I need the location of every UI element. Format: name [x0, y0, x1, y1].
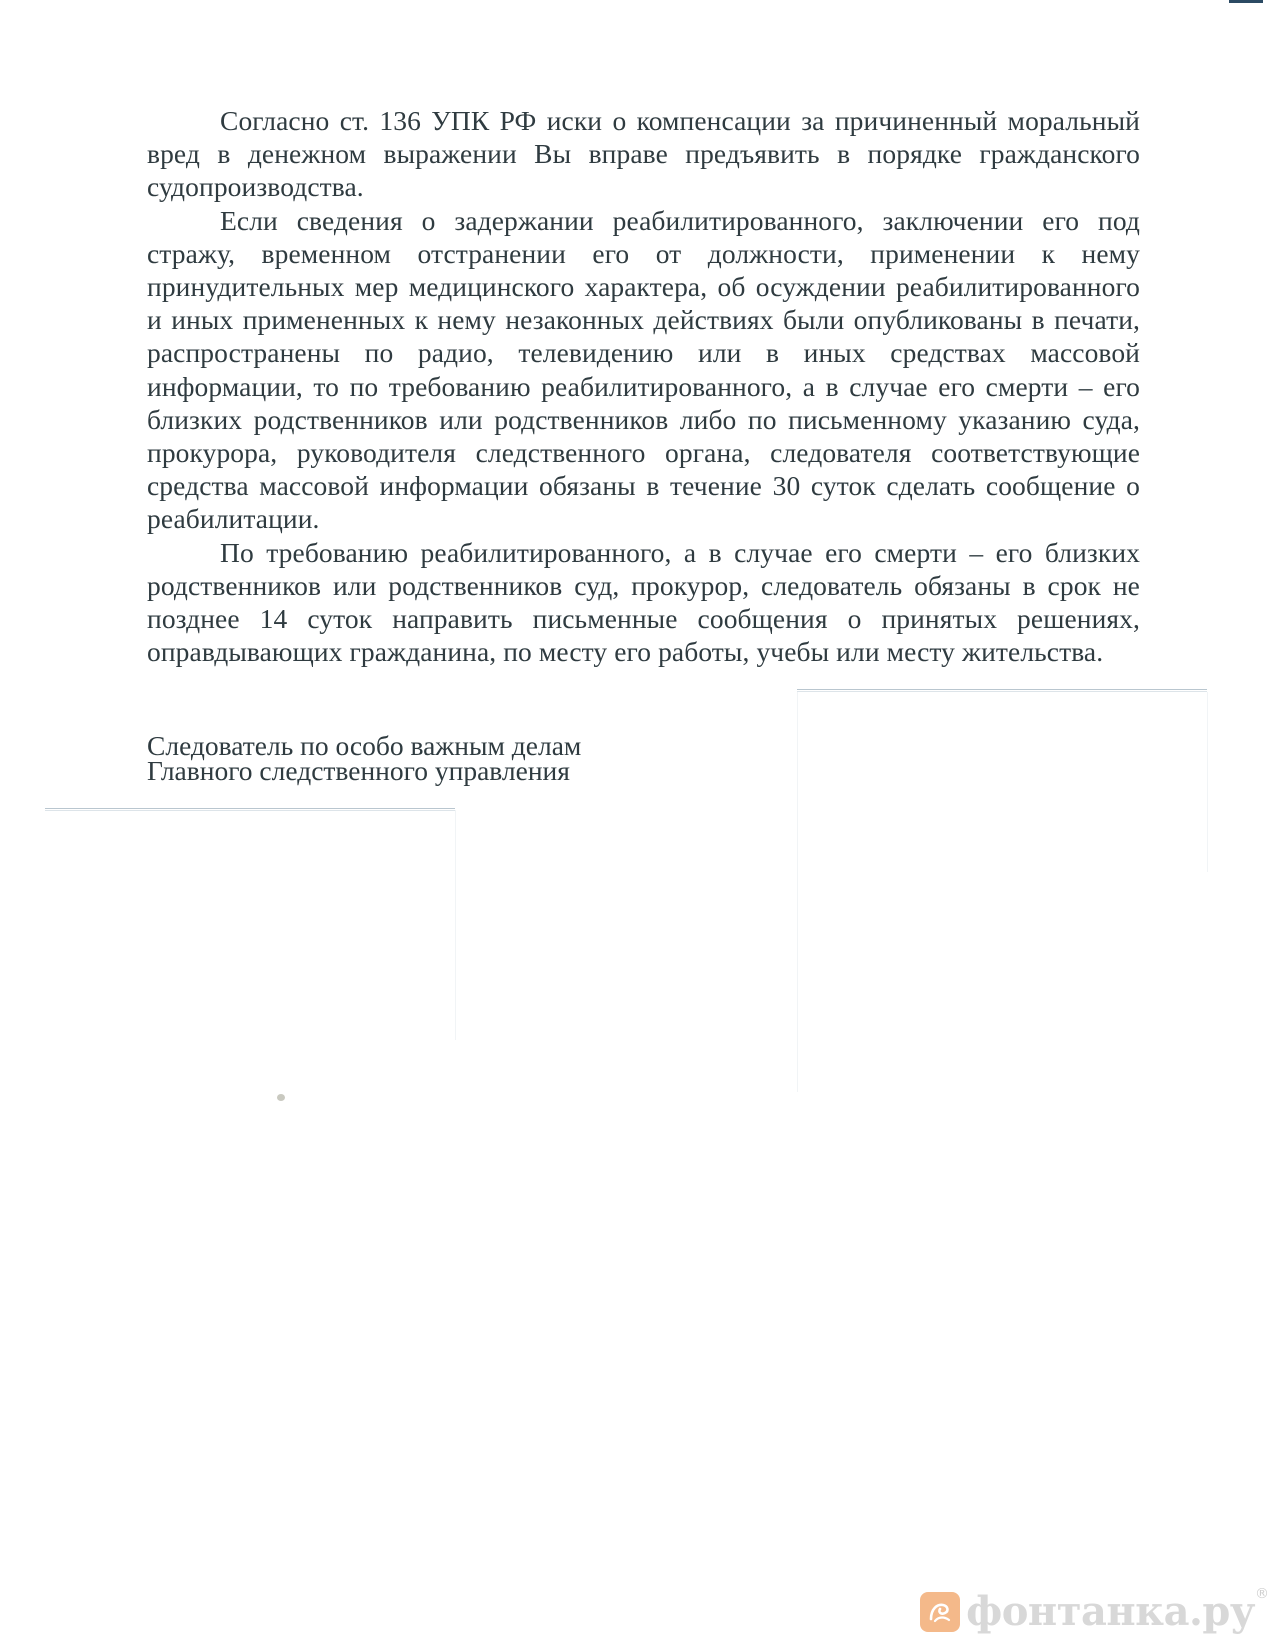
redaction-edge-vertical	[455, 810, 456, 1040]
signature-block	[147, 730, 582, 786]
registered-mark: ®	[1255, 1586, 1269, 1602]
scan-speck	[277, 1094, 285, 1101]
redaction-edge-right	[797, 689, 1207, 690]
redaction-edge-vertical	[797, 692, 798, 1092]
paragraph-media-publication: Если сведения о задержании реабилитированного, заключении его под стражу, временном отстранении его от должности, применении к нему принудительных мер медицинского характера, об осуждении реабилитированного и иных примененных к нему незаконных действиях были опубликованы в печати, распространены по радио, телевидению или в иных средствах массовой информации, то по требованию реабилитированного, а в случае его смерти – его близких родственников или родственников либо по письменному указанию суда, прокурора, руководителя следственного органа, следователя соответствующие средства массовой информации обязаны в течение 30 суток сделать сообщение о реабилитации.	[147, 204, 1140, 535]
document-body	[147, 104, 1140, 668]
paragraph-written-notifications: По требованию реабилитированного, а в случае его смерти – его близких родственников или родственников суд, прокурор, следователь обязаны в срок не позднее 14 суток направить письменные сообщения о принятых решениях, оправдывающих гражданина, по месту его работы, учебы или месту жительства.	[147, 536, 1140, 668]
signature-position-line: Следователь по особо важным делам	[147, 730, 582, 761]
redaction-edge-vertical	[1207, 692, 1208, 872]
redaction-edge-left	[45, 808, 455, 809]
watermark-text: фонтанка.ру	[966, 1588, 1255, 1635]
scan-corner-mark	[1229, 0, 1263, 3]
paragraph-compensation-claims: Согласно ст. 136 УПК РФ иски о компенсации за причиненный моральный вред в денежном выражении Вы вправе предъявить в порядке гражданского судопроизводства.	[147, 105, 1140, 203]
signature-department-line: Главного следственного управления	[147, 755, 570, 786]
fontanka-logo-icon	[920, 1592, 960, 1632]
fontanka-watermark	[920, 1586, 1269, 1635]
